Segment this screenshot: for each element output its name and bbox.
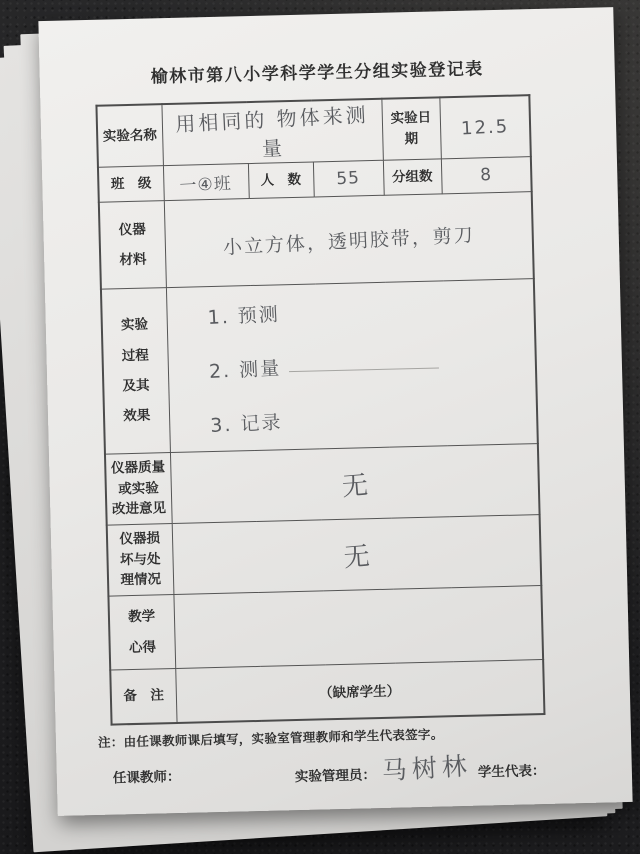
row-process — [101, 279, 538, 455]
student-rep-label: 学生代表： — [477, 762, 546, 780]
row-insights — [108, 586, 543, 671]
student-count-value-cell — [313, 160, 384, 197]
process-line-1-handwriting: 1. 预测 — [206, 302, 280, 329]
remarks-value-cell: （缺席学生） — [175, 660, 544, 723]
teacher-signature-label: 任课教师： — [112, 768, 181, 786]
quality-label: 仪器质量 或实验 改进意见 — [105, 453, 172, 526]
student-count-label: 人 数 — [248, 162, 314, 199]
experiment-name-handwriting: 用相同的 物体来测量 — [174, 102, 369, 162]
row-damage — [107, 515, 542, 597]
equipment-value-cell — [164, 192, 534, 288]
manager-signature-label: 实验管理员： — [294, 766, 377, 784]
experiment-name-value-cell — [161, 99, 382, 166]
process-line-2-handwriting: 2. 测量 — [207, 356, 282, 383]
process-line-2 — [208, 350, 439, 383]
damage-value-cell — [172, 515, 542, 595]
group-count-handwriting: 8 — [479, 164, 493, 186]
process-line-3-handwriting: 3. 记录 — [209, 410, 283, 437]
class-handwriting: 一④班 — [179, 173, 233, 196]
damage-label: 仪器损 坏与处 理情况 — [107, 524, 174, 597]
experiment-date-label: 实验日期 — [381, 97, 440, 160]
equipment-handwriting: 小立方体，透明胶带，剪刀 — [222, 223, 476, 259]
remarks-label: 备 注 — [110, 668, 176, 724]
experiment-name-label: 实验名称 — [96, 104, 162, 167]
quality-value-cell — [170, 444, 540, 524]
row-remarks — [110, 660, 544, 725]
equipment-label: 仪器 材料 — [99, 201, 166, 290]
form-title: 榆林市第八小学科学学生分组实验登记表 — [150, 59, 484, 87]
insights-label: 教学 心得 — [108, 595, 175, 671]
damage-handwriting: 无 — [342, 541, 371, 573]
quality-handwriting: 无 — [340, 470, 369, 503]
experiment-date-handwriting: 12.5 — [460, 115, 510, 139]
student-count-handwriting: 55 — [336, 168, 361, 190]
form-footer — [98, 721, 569, 798]
class-value-cell — [163, 164, 249, 201]
row-equipment — [99, 192, 534, 290]
pencil-line — [289, 367, 439, 372]
process-label: 实验 过程 及其 效果 — [101, 288, 170, 455]
manager-signature-handwriting: 马树林 — [381, 750, 473, 786]
process-lines — [169, 294, 535, 438]
process-value-cell — [166, 279, 538, 453]
experiment-date-value-cell — [439, 95, 530, 159]
signature-line — [98, 743, 569, 798]
form-paper — [38, 7, 632, 816]
group-count-label: 分组数 — [383, 159, 442, 195]
class-label: 班 级 — [98, 166, 164, 203]
insights-value-cell — [173, 586, 543, 669]
experiment-form-table — [95, 94, 545, 725]
row-quality — [105, 444, 540, 526]
footer-note: 注：由任课教师课后填写，实验室管理教师和学生代表签字。 — [97, 726, 444, 750]
group-count-value-cell — [441, 157, 532, 194]
manager-signature-group — [294, 743, 545, 787]
row-experiment-name — [96, 95, 530, 167]
form-content — [38, 7, 632, 799]
